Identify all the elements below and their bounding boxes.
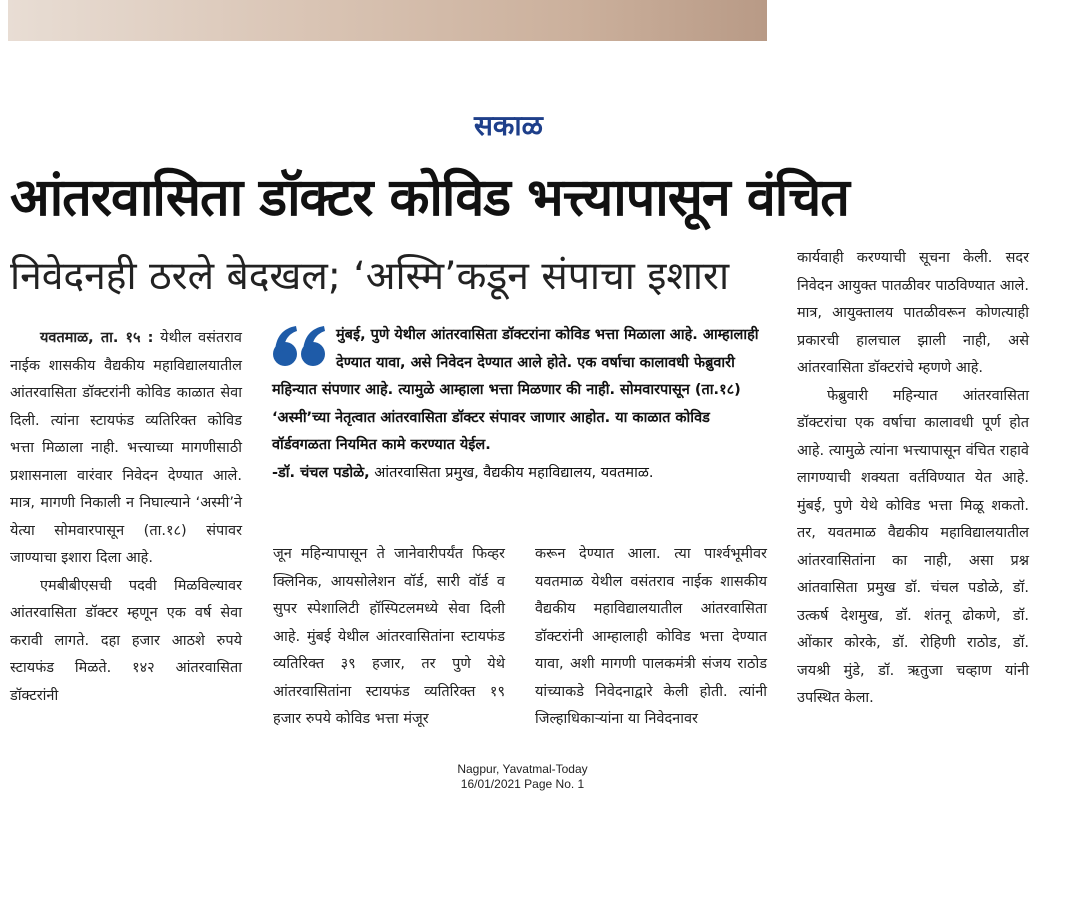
article-headline: आंतरवासिता डॉक्टर कोविड भत्त्यापासून वंचित (10, 168, 849, 228)
paragraph: करून देण्यात आला. त्या पार्श्वभूमीवर यवतमाळ येथील वसंतराव नाईक शासकीय वैद्यकीय महाविद्यालयातील आंतरवासिता डॉक्टरांनी आम्हालाही कोविड भत्ता देण्यात यावा, अशी मागणी पालकमंत्री संजय राठोड यांच्याकडे निवेदनाद्वारे केली होती. त्यांनी जिल्हाधिकाऱ्यांना या निवेदनावर (535, 546, 767, 727)
article-column-4 (797, 245, 1029, 713)
quote-attribution-role: आंतरवासिता प्रमुख, वैद्यकीय महाविद्यालय, यवतमाळ. (369, 464, 654, 481)
paragraph: एमबीबीएसची पदवी मिळविल्यावर आंतरवासिता डॉक्टर म्हणून एक वर्ष सेवा करावी लागते. दहा हजार आठशे रुपये स्टायफंड मिळते. १४२ आंतरवासिता डॉक्टरांनी (10, 577, 242, 704)
article-column-2 (273, 541, 505, 734)
dateline: यवतमाळ, ता. १५ : (40, 330, 154, 346)
pull-quote (272, 322, 762, 487)
newspaper-masthead: सकाळ (474, 109, 543, 142)
quote-attribution-name: -डॉ. चंचल पडोळे, (272, 464, 370, 481)
paragraph-text: येथील वसंतराव नाईक शासकीय वैद्यकीय महाविद्यालयातील आंतरवासिता डॉक्टरांनी कोविड काळात सेवा दिली. त्यांना स्टायफंड व्यतिरिक्त कोविड भत्ता मिळाला नाही. भत्त्याच्या मागणीसाठी प्रशासनाला वारंवार निवेदन देण्यात आले. मात्र, मागणी निकाली न निघाल्याने ‘अस्मी’ने येत्या सोमवारपासून (ता.१८) संपावर जाण्याचा इशारा दिला आहे. (10, 330, 242, 566)
paragraph: कार्यवाही करण्याची सूचना केली. सदर निवेदन आयुक्त पातळीवर पाठविण्यात आले. मात्र, आयुक्तालय पातळीवरून कोणत्याही प्रकारची हालचाल झाली नाही, असे आंतरवासिता डॉक्टरांचे म्हणणे आहे. (797, 250, 1029, 376)
date-page-label: 16/01/2021 Page No. 1 (460, 777, 585, 791)
article-subheadline: निवेदनही ठरले बेदखल; ‘अस्मि’कडून संपाचा इशारा (10, 254, 730, 299)
page-footer (400, 762, 645, 792)
paragraph (10, 325, 242, 573)
article-column-3 (535, 541, 767, 734)
quote-text: मुंबई, पुणे येथील आंतरवासिता डॉक्टरांना कोविड भत्ता मिळाला आहे. आम्हालाही देण्यात यावा, असे निवेदन देण्यात आले होते. एक वर्षाचा कालावधी फेब्रुवारी महिन्यात संपणार आहे. त्यामुळे आम्हाला भत्ता मिळणार की नाही. सोमवारपासून (ता.१८) ‘अस्मी’च्या नेतृत्वात आंतरवासिता डॉक्टर संपावर जाणार आहोत. या काळात कोविड वॉर्डवगळता नियमित कामे करण्यात येईल. (272, 327, 759, 453)
edition-label: Nagpur, Yavatmal-Today (457, 762, 588, 776)
article-column-1 (10, 325, 242, 710)
quote-icon (272, 324, 330, 370)
paragraph: फेब्रुवारी महिन्यात आंतरवासिता डॉक्टरांचा एक वर्षाचा कालावधी पूर्ण होत आहे. त्यामुळे त्यांना भत्त्यापासून वंचित राहावे लागण्याची शक्यता वर्तविण्यात येत आहे. मुंबई, पुणे येथे कोविड भत्ता मिळू शकतो. तर, यवतमाळ वैद्यकीय महाविद्यालयातील आंतरवासितांना का नाही, असा प्रश्न आंतवासिता प्रमुख डॉ. चंचल पडोळे, डॉ. उत्कर्ष देशमुख, डॉ. शंतनू ढोकणे, डॉ. ओंकार कोरके, डॉ. रोहिणी राठोड, डॉ. जयश्री मुंडे, डॉ. ऋतुजा चव्हाण यांनी उपस्थित केला. (797, 387, 1029, 706)
paragraph: जून महिन्यापासून ते जानेवारीपर्यंत फिव्हर क्लिनिक, आयसोलेशन वॉर्ड, सारी वॉर्ड व सुपर स्पेशालिटी हॉस्पिटलमध्ये सेवा दिली आहे. मुंबई येथील आंतरवासितांना स्टायफंड व्यतिरिक्त ३९ हजार, तर पुणे येथे आंतरवासितांना स्टायफंड व्यतिरिक्त १९ हजार रुपये कोविड भत्ता मंजूर (273, 546, 505, 727)
top-photo-strip (8, 0, 767, 41)
